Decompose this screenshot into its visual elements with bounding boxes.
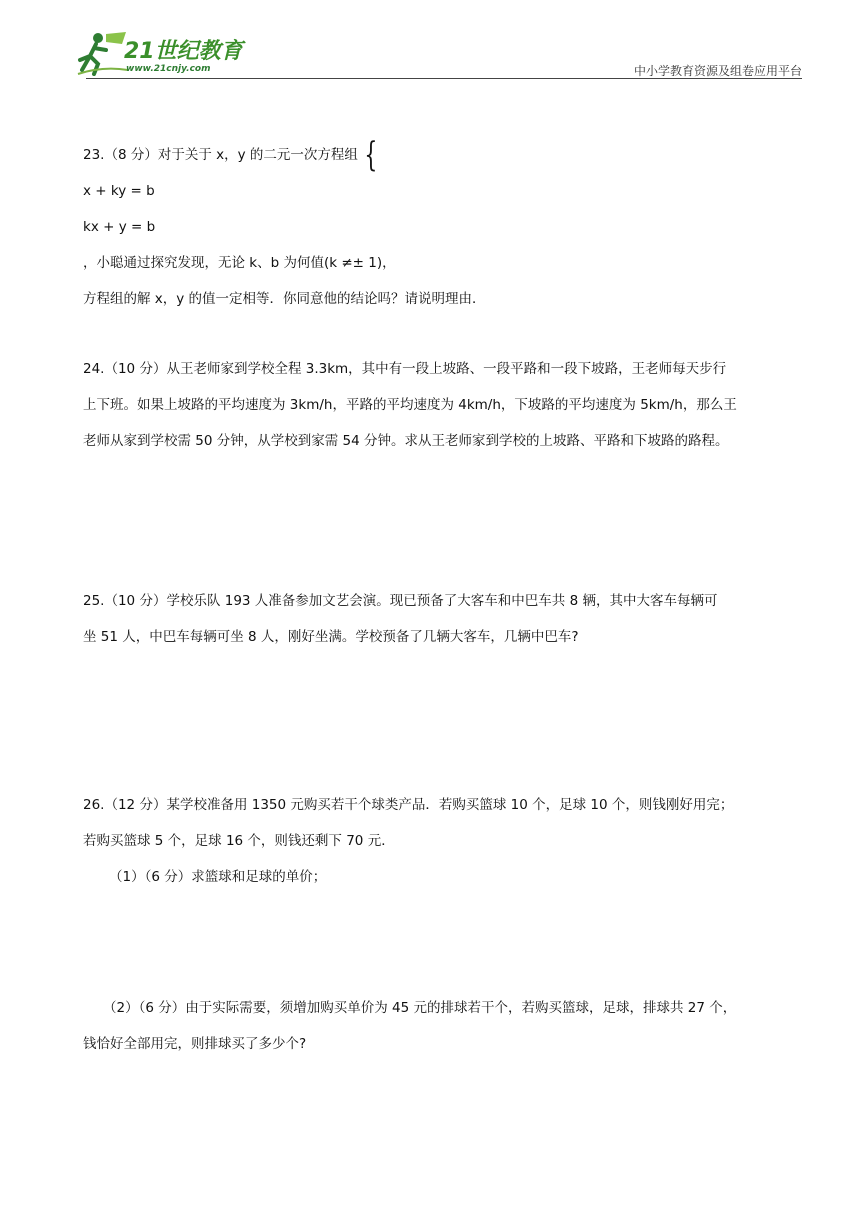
q23-part1: 23.（8 分）对于关于 x，y 的二元一次方程组 [83,147,358,163]
q24-line-1: 24.（10 分）从王老师家到学校全程 3.3km，其中有一段上坡路、一段平路和一段下坡路，王老师每天步行 [83,361,727,377]
header-divider [86,78,802,79]
q24-line-2: 上下班。如果上坡路的平均速度为 3km/h，平路的平均速度为 4km/h，下坡路的平均速度为 5km/h，那么王 [83,397,737,413]
question-23 [83,137,813,317]
question-26-part-2 [83,990,813,1062]
brace: { [364,135,378,175]
question-24 [83,351,813,459]
equation-system [360,137,380,173]
q25-line-1: 25.（10 分）学校乐队 193 人准备参加文艺会演。现已预备了大客车和中巴车共 8 辆，其中大客车每辆可 [83,593,718,609]
site-logo [76,30,256,80]
page-header [0,0,860,90]
logo-url: www.21cnjy.com [126,64,211,74]
q26-line-1: 26.（12 分）某学校准备用 1350 元购买若干个球类产品．若购买篮球 10 个，足球 10 个，则钱刚好用完； [83,797,734,813]
question-26 [83,787,813,895]
q23-line-2: 方程组的解 x，y 的值一定相等．你同意他的结论吗？请说明理由． [83,291,486,307]
q26-sub-1: （1）（6 分）求篮球和足球的单价； [109,869,327,885]
q26-line-2: 若购买篮球 5 个，足球 16 个，则钱还剩下 70 元． [83,833,395,849]
question-25 [83,583,813,655]
logo-wordmark: 21世纪教育 [124,39,243,64]
equation-1: x + ky = b [83,183,155,199]
q26-sub-2-line-2: 钱恰好全部用完，则排球买了多少个? [83,1036,307,1052]
platform-name: 中小学教育资源及组卷应用平台 [633,64,802,78]
q23-line-1 [83,137,813,173]
q26-sub-2-line-1: （2）（6 分）由于实际需要，须增加购买单价为 45 元的排球若干个，若购买篮球，足球，排球共 27 个， [103,1000,737,1016]
runner-logo-icon [76,30,130,76]
q25-line-2: 坐 51 人，中巴车每辆可坐 8 人，刚好坐满。学校预备了几辆大客车，几辆中巴车? [83,629,579,645]
equation-2: kx + y = b [83,219,156,235]
q24-line-3: 老师从家到学校需 50 分钟，从学校到家需 54 分钟。求从王老师家到学校的上坡路、平路和下坡路的路程。 [83,433,729,449]
q23-part2: ，小聪通过探究发现，无论 k、b 为何值(k ≠± 1)， [83,255,396,271]
